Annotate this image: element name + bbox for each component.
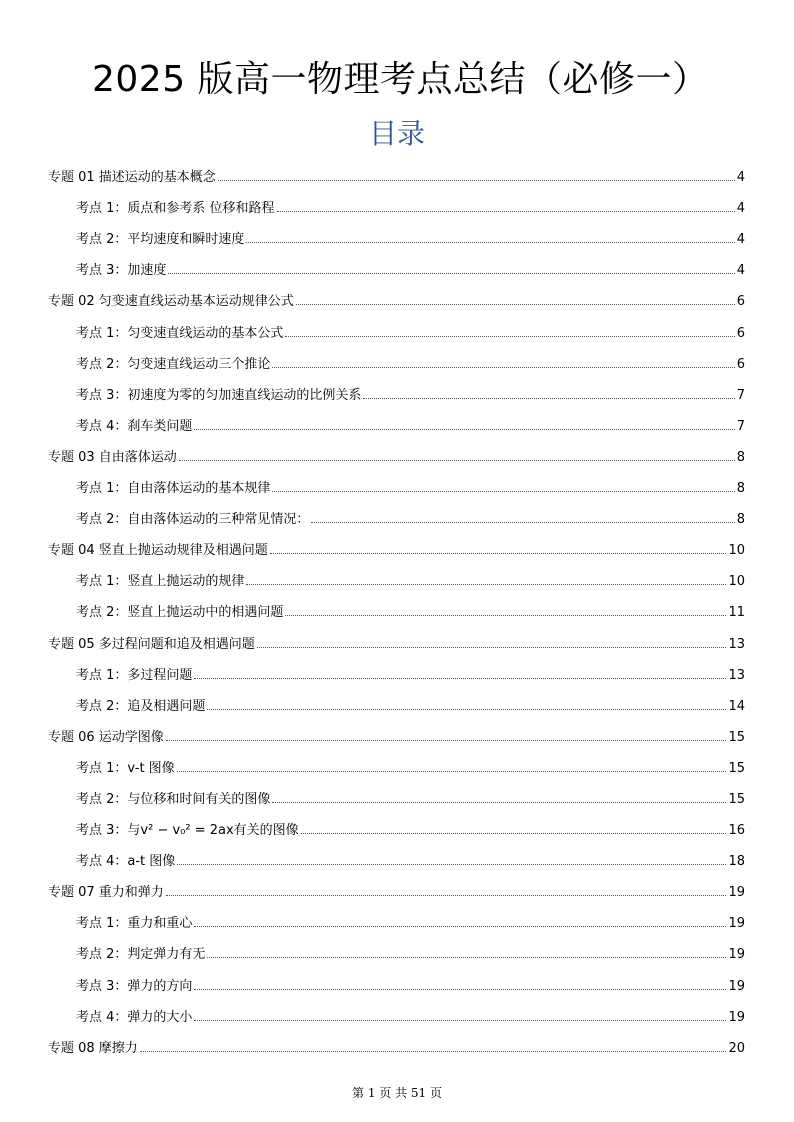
dot-leader xyxy=(246,584,726,585)
toc-page-number: 10 xyxy=(728,543,745,559)
toc-topic-row[interactable] xyxy=(48,620,745,651)
toc-point-row[interactable] xyxy=(48,309,745,340)
dot-leader xyxy=(301,833,727,834)
page-footer: 第 1 页 共 51 页 xyxy=(352,1086,442,1100)
toc-entry-label: 考点 3：弹力的方向 xyxy=(76,978,193,994)
toc-topic-row[interactable] xyxy=(48,527,745,558)
toc-page-number: 15 xyxy=(728,791,745,807)
dot-leader xyxy=(285,615,726,616)
toc-point-row[interactable] xyxy=(48,900,745,931)
toc-page-number: 15 xyxy=(728,729,745,745)
toc-point-row[interactable] xyxy=(48,838,745,869)
toc-entry-label: 考点 2：自由落体运动的三种常见情况： xyxy=(76,512,310,528)
toc-topic-row[interactable] xyxy=(48,714,745,745)
toc-entry-label: 专题 07 重力和弹力 xyxy=(48,885,164,901)
toc-page-number: 11 xyxy=(728,605,745,621)
dot-leader xyxy=(270,553,727,554)
toc-page-number: 7 xyxy=(736,387,745,403)
toc-entry-label: 考点 1：匀变速直线运动的基本公式 xyxy=(76,325,284,341)
toc-entry-label: 考点 2：匀变速直线运动三个推论 xyxy=(76,356,271,372)
toc-page-number: 13 xyxy=(728,667,745,683)
toc-point-row[interactable] xyxy=(48,341,745,372)
toc-point-row[interactable] xyxy=(48,403,745,434)
dot-leader xyxy=(194,678,726,679)
toc-page-number: 19 xyxy=(728,1009,745,1025)
toc-page-number: 6 xyxy=(736,294,745,310)
toc-page-number: 7 xyxy=(736,418,745,434)
toc-entry-label: 专题 02 匀变速直线运动基本运动规律公式 xyxy=(48,294,294,310)
toc-entry-label: 考点 4：a-t 图像 xyxy=(76,854,176,870)
toc-entry-label: 专题 04 竖直上抛运动规律及相遇问题 xyxy=(48,543,268,559)
toc-entry-label: 考点 2：判定弹力有无 xyxy=(76,947,206,963)
toc-page-number: 4 xyxy=(736,263,745,279)
dot-leader xyxy=(194,989,726,990)
toc-topic-row[interactable] xyxy=(48,1025,745,1056)
toc-entry-label: 考点 3：初速度为零的匀加速直线运动的比例关系 xyxy=(76,387,362,403)
toc-page-number: 14 xyxy=(728,698,745,714)
toc-entry-label: 专题 05 多过程问题和追及相遇问题 xyxy=(48,636,255,652)
dot-leader xyxy=(207,957,726,958)
toc-page-number: 4 xyxy=(736,232,745,248)
toc-page-number: 16 xyxy=(728,823,745,839)
toc-point-row[interactable] xyxy=(48,465,745,496)
toc-topic-row[interactable] xyxy=(48,154,745,185)
toc-topic-row[interactable] xyxy=(48,278,745,309)
dot-leader xyxy=(140,1051,727,1052)
toc-heading: 目录 xyxy=(368,117,425,150)
dot-leader xyxy=(272,491,734,492)
toc-page-number: 4 xyxy=(736,170,745,186)
dot-leader xyxy=(194,1020,726,1021)
dot-leader xyxy=(257,647,727,648)
toc-page-number: 19 xyxy=(728,885,745,901)
toc-entry-label: 考点 4：弹力的大小 xyxy=(76,1009,193,1025)
toc-point-row[interactable] xyxy=(48,185,745,216)
toc-entry-label: 考点 2：竖直上抛运动中的相遇问题 xyxy=(76,605,284,621)
dot-leader xyxy=(177,771,727,772)
document-title: 2025 版高一物理考点总结（必修一） xyxy=(92,59,709,100)
dot-leader xyxy=(177,864,726,865)
toc-point-row[interactable] xyxy=(48,931,745,962)
dot-leader xyxy=(179,460,735,461)
toc-entry-label: 考点 3：加速度 xyxy=(76,263,167,279)
dot-leader xyxy=(296,304,735,305)
toc-entry-label: 考点 1：竖直上抛运动的规律 xyxy=(76,574,245,590)
toc-point-row[interactable] xyxy=(48,745,745,776)
table-of-contents xyxy=(48,154,745,1056)
toc-point-row[interactable] xyxy=(48,652,745,683)
toc-point-row[interactable] xyxy=(48,807,745,838)
toc-page-number: 19 xyxy=(728,916,745,932)
toc-page-number: 19 xyxy=(728,947,745,963)
toc-entry-label: 专题 03 自由落体运动 xyxy=(48,449,177,465)
toc-topic-row[interactable] xyxy=(48,869,745,900)
dot-leader xyxy=(218,180,735,181)
toc-point-row[interactable] xyxy=(48,683,745,714)
toc-topic-row[interactable] xyxy=(48,434,745,465)
toc-entry-label: 专题 01 描述运动的基本概念 xyxy=(48,170,216,186)
toc-entry-label: 考点 2：追及相遇问题 xyxy=(76,698,206,714)
dot-leader xyxy=(168,273,734,274)
toc-entry-label: 考点 1：质点和参考系 位移和路程 xyxy=(76,201,275,217)
dot-leader xyxy=(166,740,727,741)
dot-leader xyxy=(272,367,734,368)
toc-page-number: 8 xyxy=(736,481,745,497)
dot-leader xyxy=(246,242,734,243)
toc-entry-label: 考点 1：重力和重心 xyxy=(76,916,193,932)
toc-point-row[interactable] xyxy=(48,558,745,589)
toc-entry-label: 考点 2：与位移和时间有关的图像 xyxy=(76,791,271,807)
dot-leader xyxy=(207,709,726,710)
toc-point-row[interactable] xyxy=(48,216,745,247)
toc-point-row[interactable] xyxy=(48,776,745,807)
toc-page-number: 8 xyxy=(736,449,745,465)
dot-leader xyxy=(285,336,734,337)
toc-entry-label: 考点 3：与v² − v₀² = 2ax有关的图像 xyxy=(76,823,299,839)
dot-leader xyxy=(363,398,734,399)
toc-point-row[interactable] xyxy=(48,962,745,993)
toc-page-number: 20 xyxy=(728,1040,745,1056)
toc-point-row[interactable] xyxy=(48,589,745,620)
toc-point-row[interactable] xyxy=(48,372,745,403)
toc-entry-label: 考点 4：刹车类问题 xyxy=(76,418,193,434)
toc-page-number: 13 xyxy=(728,636,745,652)
dot-leader xyxy=(166,895,727,896)
toc-entry-label: 专题 08 摩擦力 xyxy=(48,1040,138,1056)
toc-page-number: 6 xyxy=(736,356,745,372)
dot-leader xyxy=(272,802,726,803)
dot-leader xyxy=(194,429,734,430)
toc-page-number: 10 xyxy=(728,574,745,590)
toc-entry-label: 考点 2：平均速度和瞬时速度 xyxy=(76,232,245,248)
toc-entry-label: 考点 1：自由落体运动的基本规律 xyxy=(76,481,271,497)
toc-page-number: 8 xyxy=(736,512,745,528)
toc-page-number: 15 xyxy=(728,760,745,776)
toc-entry-label: 考点 1：多过程问题 xyxy=(76,667,193,683)
toc-point-row[interactable] xyxy=(48,994,745,1025)
dot-leader xyxy=(277,211,735,212)
toc-point-row[interactable] xyxy=(48,247,745,278)
dot-leader xyxy=(194,926,726,927)
toc-page-number: 19 xyxy=(728,978,745,994)
toc-page-number: 4 xyxy=(736,201,745,217)
toc-page-number: 18 xyxy=(728,854,745,870)
toc-entry-label: 专题 06 运动学图像 xyxy=(48,729,164,745)
toc-entry-label: 考点 1：v-t 图像 xyxy=(76,760,175,776)
toc-page-number: 6 xyxy=(736,325,745,341)
dot-leader xyxy=(311,522,734,523)
toc-point-row[interactable] xyxy=(48,496,745,527)
